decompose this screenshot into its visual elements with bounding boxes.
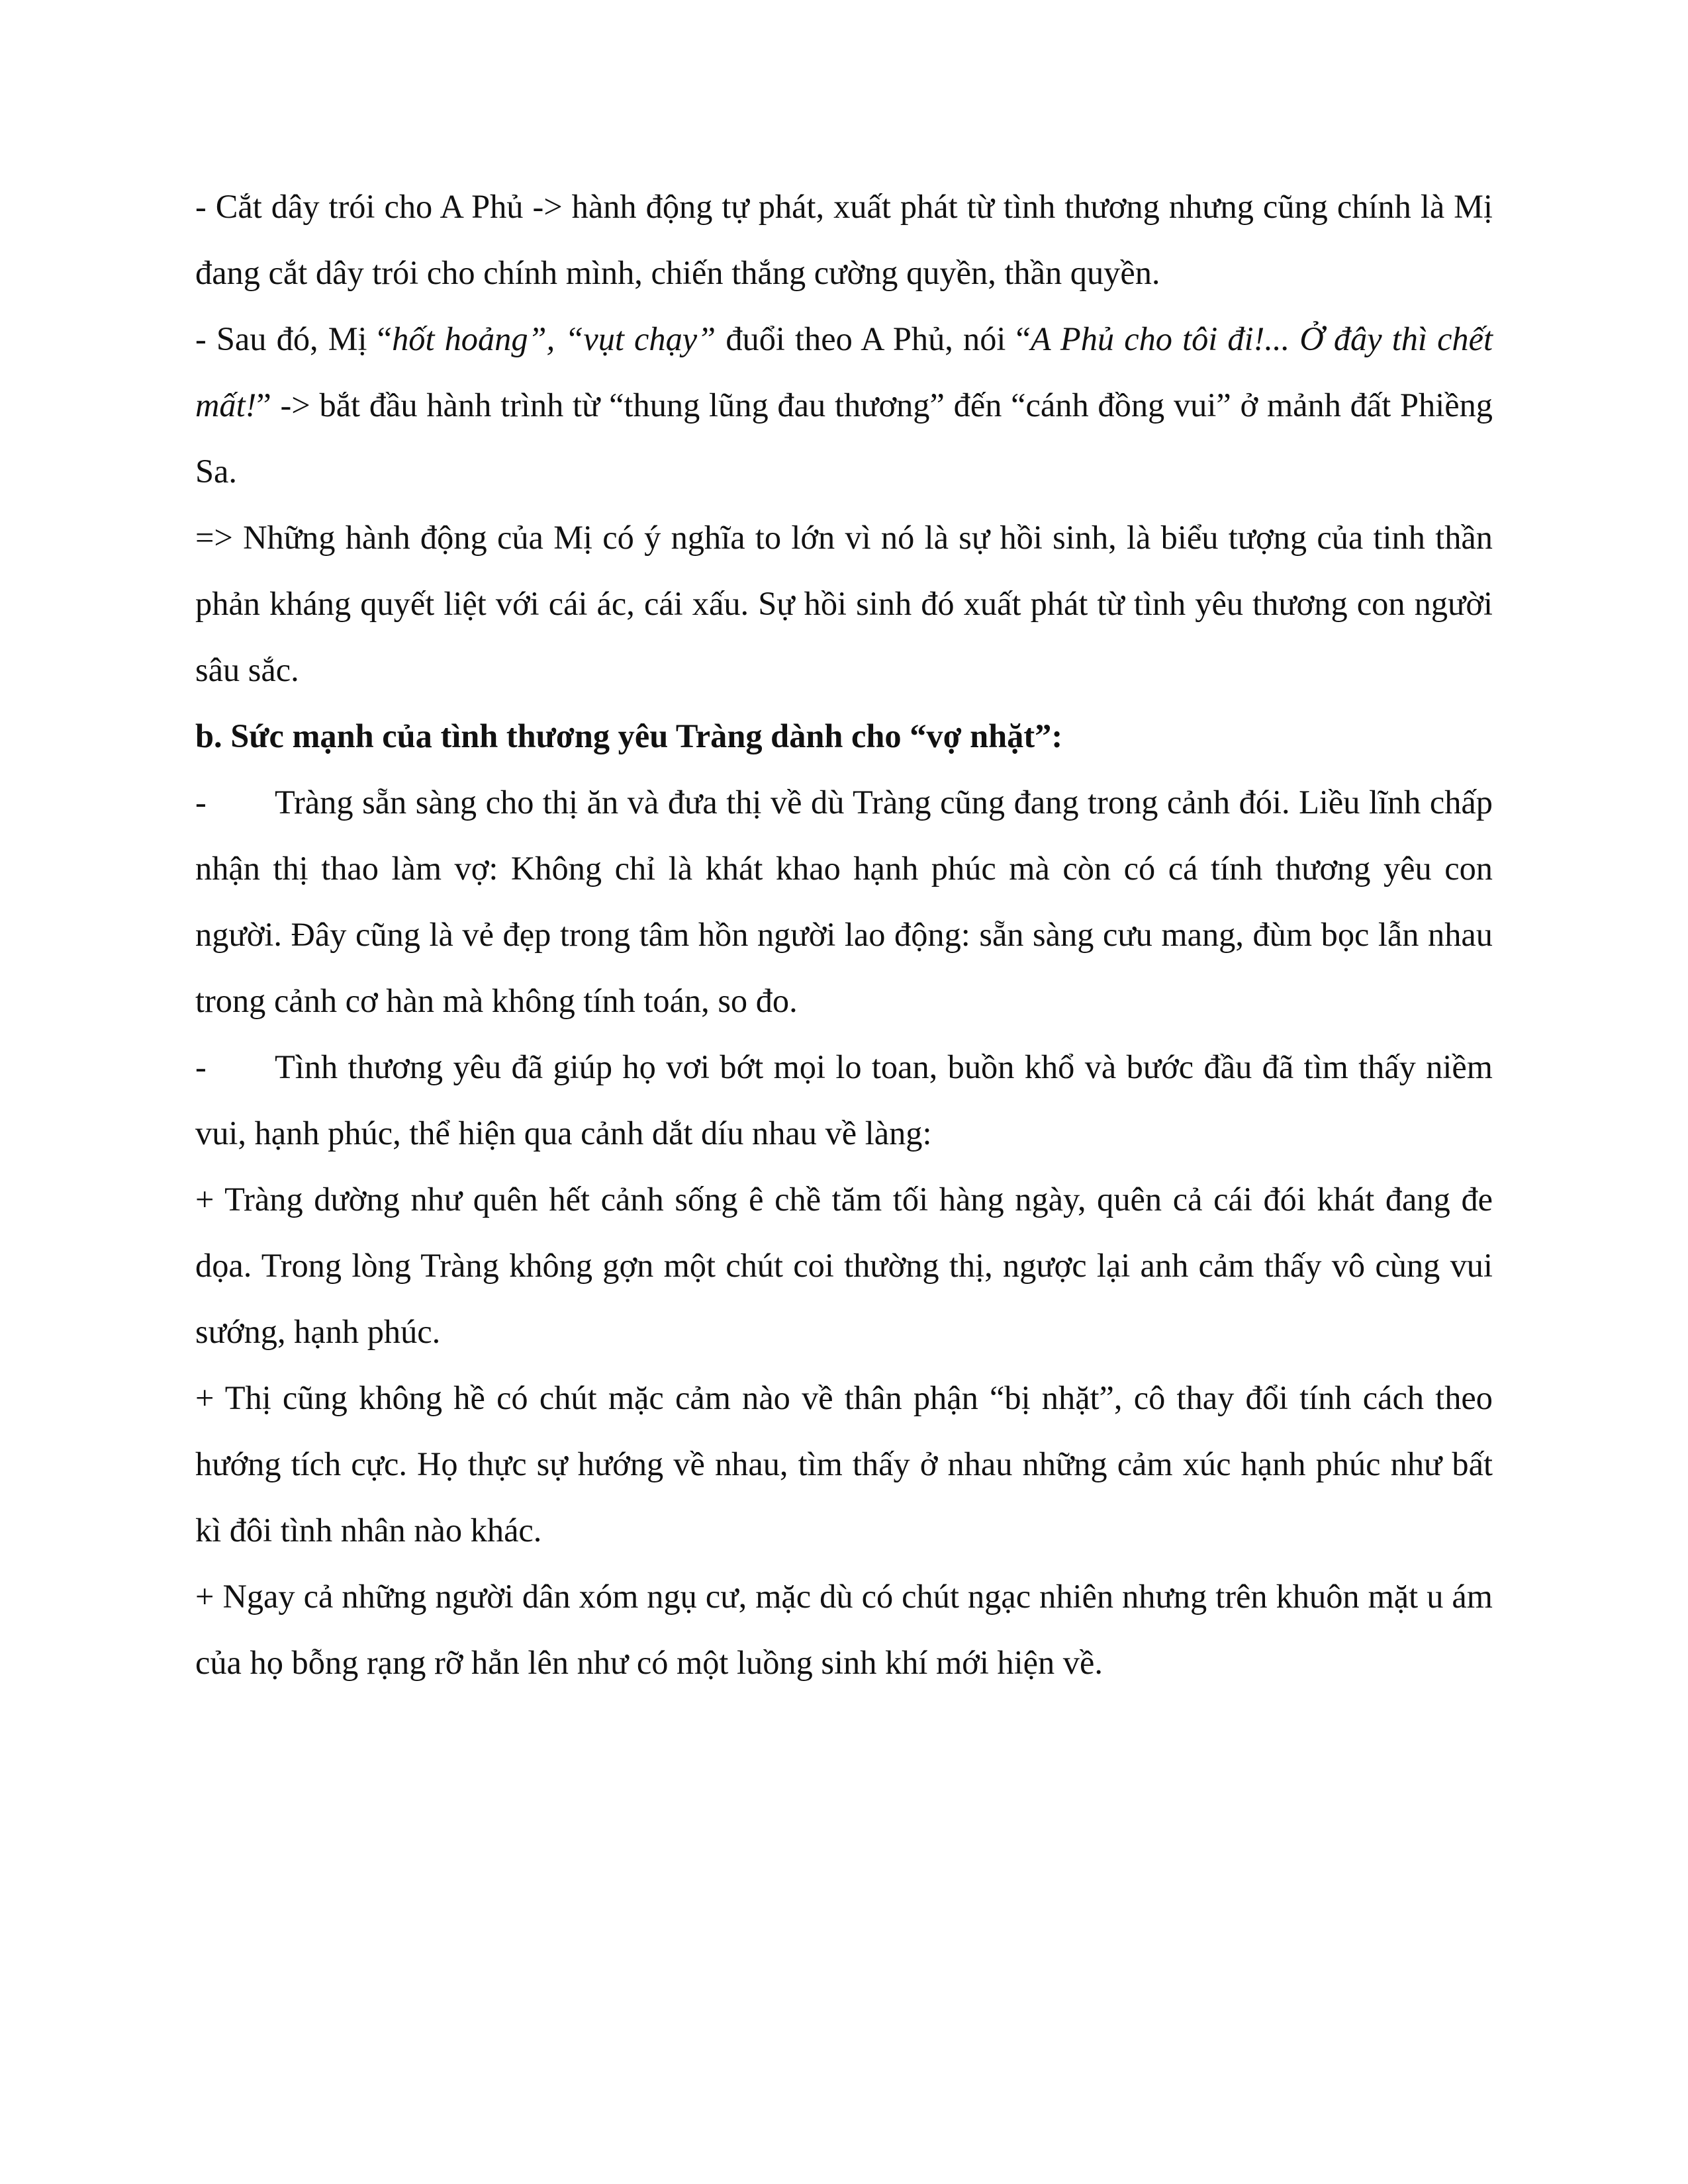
- section-heading: [195, 703, 1493, 769]
- document-page: [195, 173, 1493, 1696]
- paragraph-text: Tràng sẵn sàng cho thị ăn và đưa thị về dù Tràng cũng đang trong cảnh đói. Liều lĩnh chấp nhận thị thao làm vợ: Không chỉ là khát khao hạnh phúc mà còn có cá tính thương yêu con người. Đây cũng là vẻ đẹp trong tâm hồn người lao động: sẵn sàng cưu mang, đùm bọc lẫn nhau trong cảnh cơ hàn mà không tính toán, so đo.: [195, 784, 1493, 1019]
- paragraph-text: - Sau đó, Mị “: [195, 320, 393, 357]
- paragraph-text: + Tràng dường như quên hết cảnh sống ê chề tăm tối hàng ngày, quên cả cái đói khát đang đe dọa. Trong lòng Tràng không gợn một chút coi thường thị, ngược lại anh cảm thấy vô cùng vui sướng, hạnh phúc.: [195, 1181, 1493, 1350]
- bullet-dash: -: [195, 784, 207, 821]
- paragraph-text: đuổi theo A Phủ, nói “: [716, 320, 1031, 357]
- paragraph-text: - Cắt dây trói cho A Phủ -> hành động tự phát, xuất phát từ tình thương nhưng cũng chính là Mị đang cắt dây trói cho chính mình, chiến thắng cường quyền, thần quyền.: [195, 188, 1493, 291]
- paragraph-cut-rope: [195, 173, 1493, 306]
- paragraph-text: + Ngay cả những người dân xóm ngụ cư, mặc dù có chút ngạc nhiên nhưng trên khuôn mặt u ám của họ bỗng rạng rỡ hẳn lên như có một luồng sinh khí mới hiện về.: [195, 1578, 1493, 1681]
- bullet-dash: -: [195, 1048, 207, 1085]
- paragraph-villagers: [195, 1563, 1493, 1696]
- italic-quote: hốt hoảng”, “vụt chạy”: [392, 320, 716, 357]
- paragraph-thi-changes: [195, 1365, 1493, 1563]
- paragraph-text: + Thị cũng không hề có chút mặc cảm nào về thân phận “bị nhặt”, cô thay đổi tính cách theo hướng tích cực. Họ thực sự hướng về nhau, tìm thấy ở nhau những cảm xúc hạnh phúc như bất kì đôi tình nhân nào khác.: [195, 1379, 1493, 1549]
- paragraph-trang-forgets: [195, 1166, 1493, 1365]
- italic-quote: A Phủ cho tôi đi!... Ở đây thì chết mất!: [195, 320, 1493, 424]
- paragraph-text: Tình thương yêu đã giúp họ vơi bớt mọi lo toan, buồn khổ và bước đầu đã tìm thấy niềm vui, hạnh phúc, thể hiện qua cảnh dắt díu nhau về làng:: [195, 1048, 1493, 1152]
- paragraph-text: => Những hành động của Mị có ý nghĩa to lớn vì nó là sự hồi sinh, là biểu tượng của tinh thần phản kháng quyết liệt với cái ác, cái xấu. Sự hồi sinh đó xuất phát từ tình yêu thương con người sâu sắc.: [195, 519, 1493, 688]
- heading-text: b. Sức mạnh của tình thương yêu Tràng dành cho “vợ nhặt”:: [195, 717, 1063, 754]
- paragraph-text: ” -> bắt đầu hành trình từ “thung lũng đau thương” đến “cánh đồng vui” ở mảnh đất Phiềng Sa.: [195, 387, 1493, 490]
- paragraph-mi-runs: [195, 306, 1493, 504]
- paragraph-love-helps: [195, 1034, 1493, 1166]
- paragraph-conclusion: [195, 504, 1493, 703]
- paragraph-trang-ready: [195, 769, 1493, 1034]
